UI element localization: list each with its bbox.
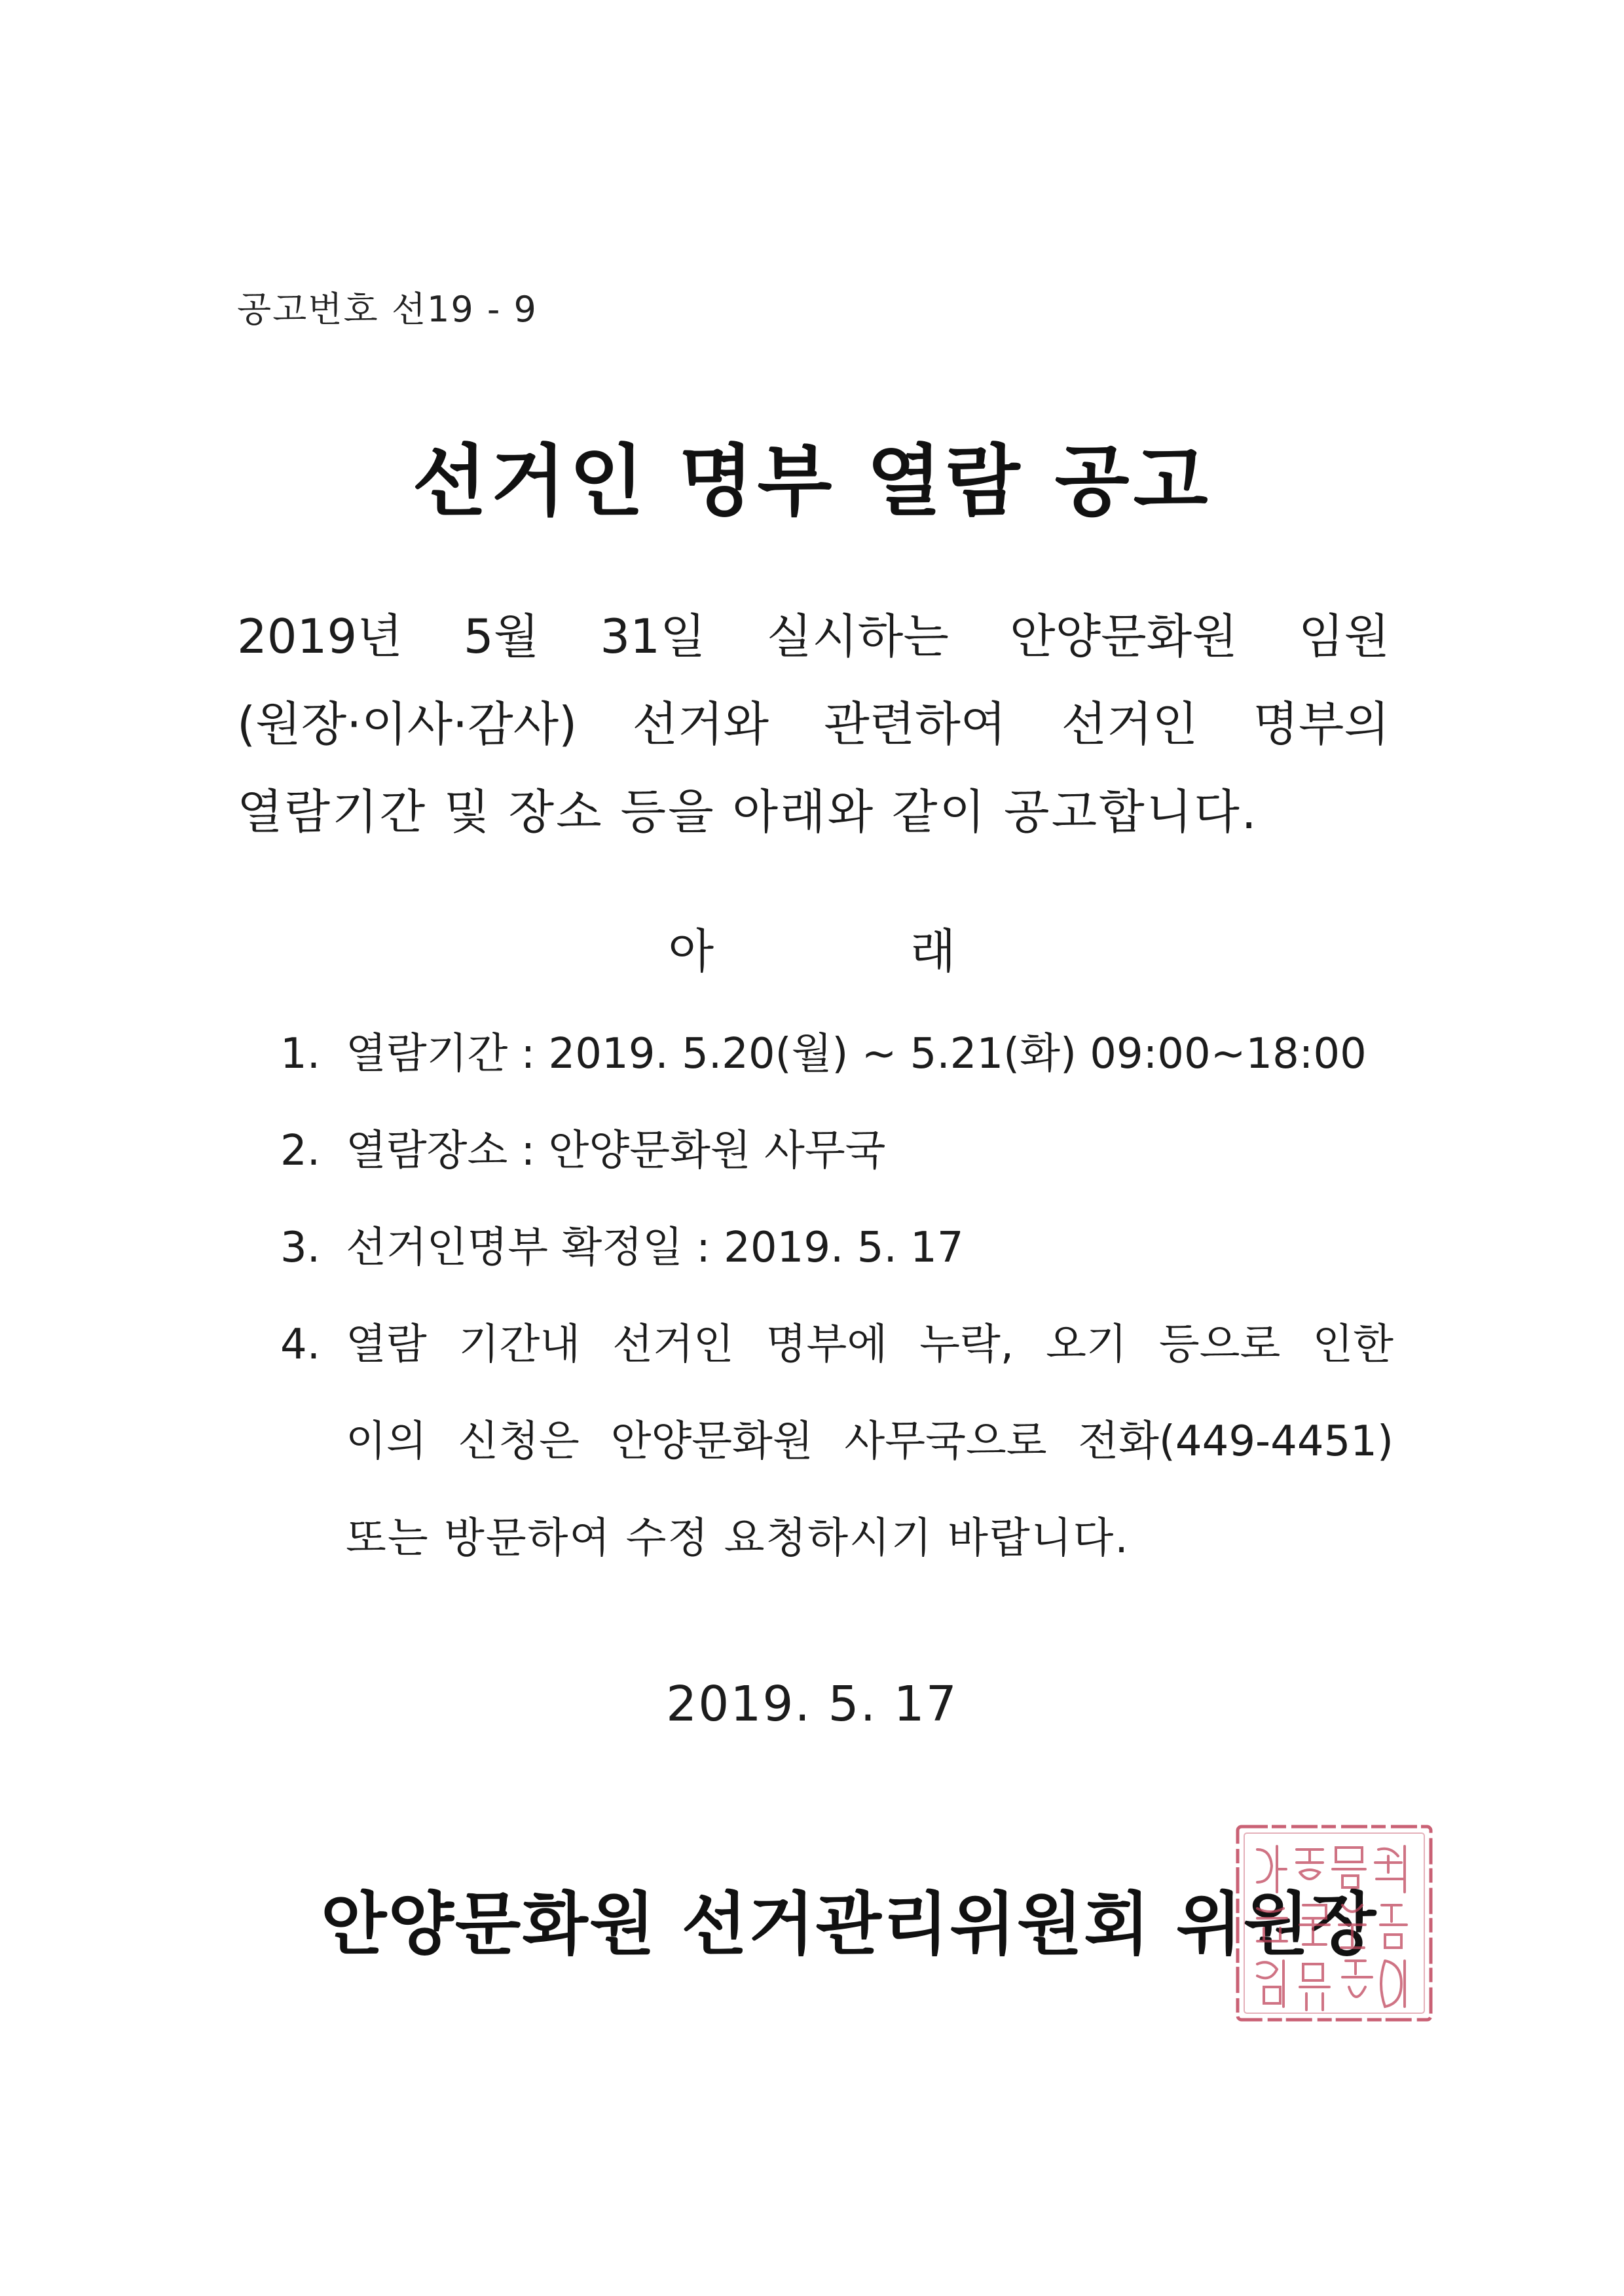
- notice-number: 공고번호 선19 - 9: [237, 289, 538, 330]
- below-heading: [0, 913, 1624, 981]
- signature: 안양문화원 선거관리위원회 위원장: [321, 1884, 1378, 1964]
- notice-date: 2019. 5. 17: [666, 1676, 958, 1732]
- item-number: 3.: [280, 1224, 321, 1272]
- body-paragraph: [237, 592, 1390, 856]
- item-text-line-2: 이의 신청은 안양문화원 사무국으로 전화(449-4451): [346, 1417, 1393, 1466]
- list-item: [280, 1021, 1393, 1118]
- item-number: 1.: [280, 1030, 321, 1078]
- item-text-line-3: 또는 방문하여 수정 요청하시기 바랍니다.: [346, 1514, 1130, 1563]
- item-number: 4.: [280, 1321, 321, 1369]
- item-number: 2.: [280, 1127, 321, 1175]
- page-title: 선거인 명부 열람 공고: [412, 436, 1212, 526]
- list-item: [280, 1118, 1393, 1215]
- below-heading-right: 래: [910, 924, 956, 979]
- item-text: 열람장소 : 안양문화원 사무국: [346, 1127, 886, 1175]
- official-seal: [1231, 1820, 1437, 2026]
- body-line-2: (원장·이사·감사) 선거와 관련하여 선거인 명부의: [237, 697, 1390, 752]
- item-text: 열람기간 : 2019. 5.20(월) ~ 5.21(화) 09:00~18:00: [346, 1030, 1367, 1078]
- list-item: [280, 1215, 1393, 1312]
- body-line-3: 열람기간 및 장소 등을 아래와 같이 공고합니다.: [237, 784, 1259, 839]
- item-list: [280, 1021, 1393, 1603]
- item-text-line-1: 열람 기간내 선거인 명부에 누락, 오기 등으로 인한: [346, 1321, 1393, 1369]
- list-item: [280, 1312, 1393, 1603]
- below-heading-left: 아: [668, 924, 714, 979]
- item-text: 선거인명부 확정일 : 2019. 5. 17: [346, 1224, 964, 1272]
- body-line-1: 2019년 5월 31일 실시하는 안양문화원 임원: [237, 609, 1390, 664]
